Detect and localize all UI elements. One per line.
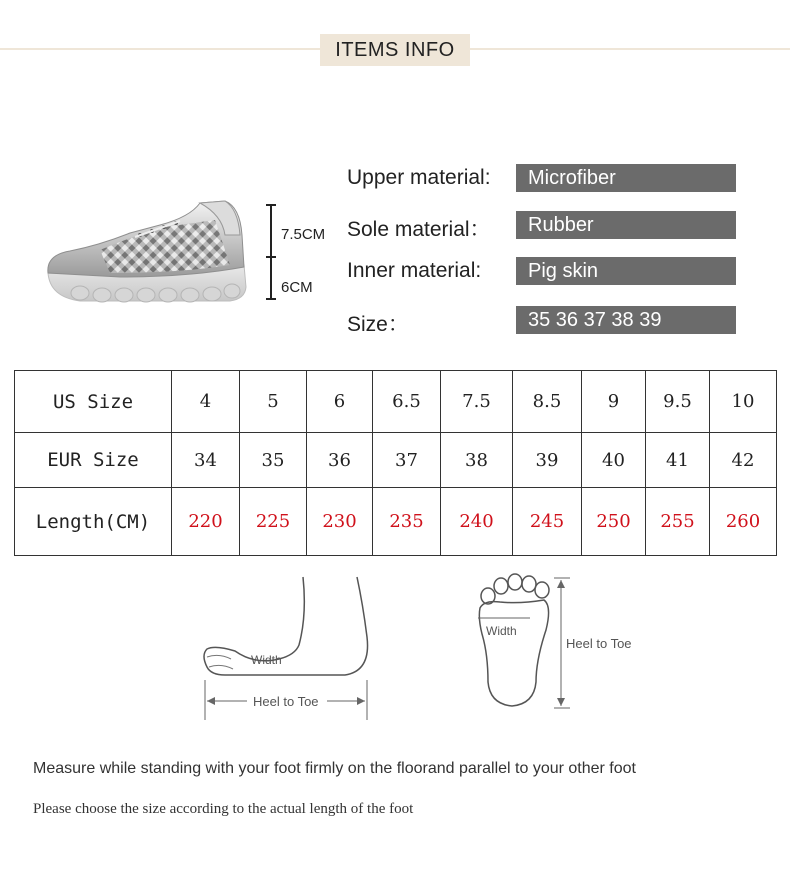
table-cell: 235: [373, 488, 441, 556]
sole-material-value: Rubber: [516, 211, 736, 239]
foot-side-diagram: [195, 575, 385, 725]
foot-sole-diagram: [470, 570, 650, 715]
table-cell: 6.5: [373, 371, 441, 433]
inner-material-label: Inner material:: [347, 259, 482, 282]
sole-length-label: Heel to Toe: [566, 636, 632, 651]
row-header-length: Length(CM): [15, 488, 172, 556]
table-cell: 9: [582, 371, 646, 433]
table-cell: 37: [373, 433, 441, 488]
table-cell: 4: [172, 371, 240, 433]
dim-tick-mid: [266, 256, 276, 258]
measurement-instruction: Measure while standing with your foot firmly on the floorand parallel to your other foot: [33, 760, 636, 777]
table-row-us: [15, 371, 777, 433]
header-line-left: [0, 48, 320, 50]
row-header-eur-size: EUR Size: [15, 433, 172, 488]
dim-bar-vertical: [270, 204, 272, 300]
dim-tick-top: [266, 204, 276, 206]
table-cell: 39: [513, 433, 582, 488]
upper-material-value: Microfiber: [516, 164, 736, 192]
upper-height-label: 7.5CM: [281, 226, 326, 243]
header-line-right: [470, 48, 790, 50]
table-cell: 41: [646, 433, 710, 488]
table-cell: 38: [441, 433, 513, 488]
sole-width-label: Width: [486, 624, 517, 638]
section-title: [320, 34, 470, 66]
table-cell: 220: [172, 488, 240, 556]
dim-tick-bottom: [266, 298, 276, 300]
inner-material-value: Pig skin: [516, 257, 736, 285]
size-label: Size：: [347, 313, 409, 336]
table-cell: 8.5: [513, 371, 582, 433]
size-value: 35 36 37 38 39: [516, 306, 736, 334]
table-row-eur: [15, 433, 777, 488]
table-cell: 36: [307, 433, 373, 488]
table-cell: 245: [513, 488, 582, 556]
size-choice-instruction: Please choose the size according to the actual length of the foot: [33, 801, 414, 817]
size-chart-table: [14, 370, 777, 556]
table-row-length: [15, 488, 777, 556]
sole-material-label: Sole material：: [347, 218, 491, 241]
sole-height-label: 6CM: [281, 279, 313, 296]
table-cell: 6: [307, 371, 373, 433]
table-cell: 34: [172, 433, 240, 488]
table-cell: 9.5: [646, 371, 710, 433]
product-image: [40, 195, 270, 315]
table-cell: 40: [582, 433, 646, 488]
section-title-text: ITEMS INFO: [335, 38, 455, 61]
sneaker-illustration: [40, 195, 270, 315]
table-cell: 7.5: [441, 371, 513, 433]
table-cell: 5: [240, 371, 307, 433]
table-cell: 35: [240, 433, 307, 488]
upper-material-label: Upper material:: [347, 166, 491, 189]
table-cell: 230: [307, 488, 373, 556]
side-width-label: Width: [251, 653, 282, 667]
table-cell: 240: [441, 488, 513, 556]
table-cell: 260: [710, 488, 777, 556]
table-cell: 10: [710, 371, 777, 433]
table-cell: 255: [646, 488, 710, 556]
side-length-label: Heel to Toe: [253, 694, 319, 709]
row-header-us-size: US Size: [15, 371, 172, 433]
table-cell: 225: [240, 488, 307, 556]
table-cell: 42: [710, 433, 777, 488]
table-cell: 250: [582, 488, 646, 556]
